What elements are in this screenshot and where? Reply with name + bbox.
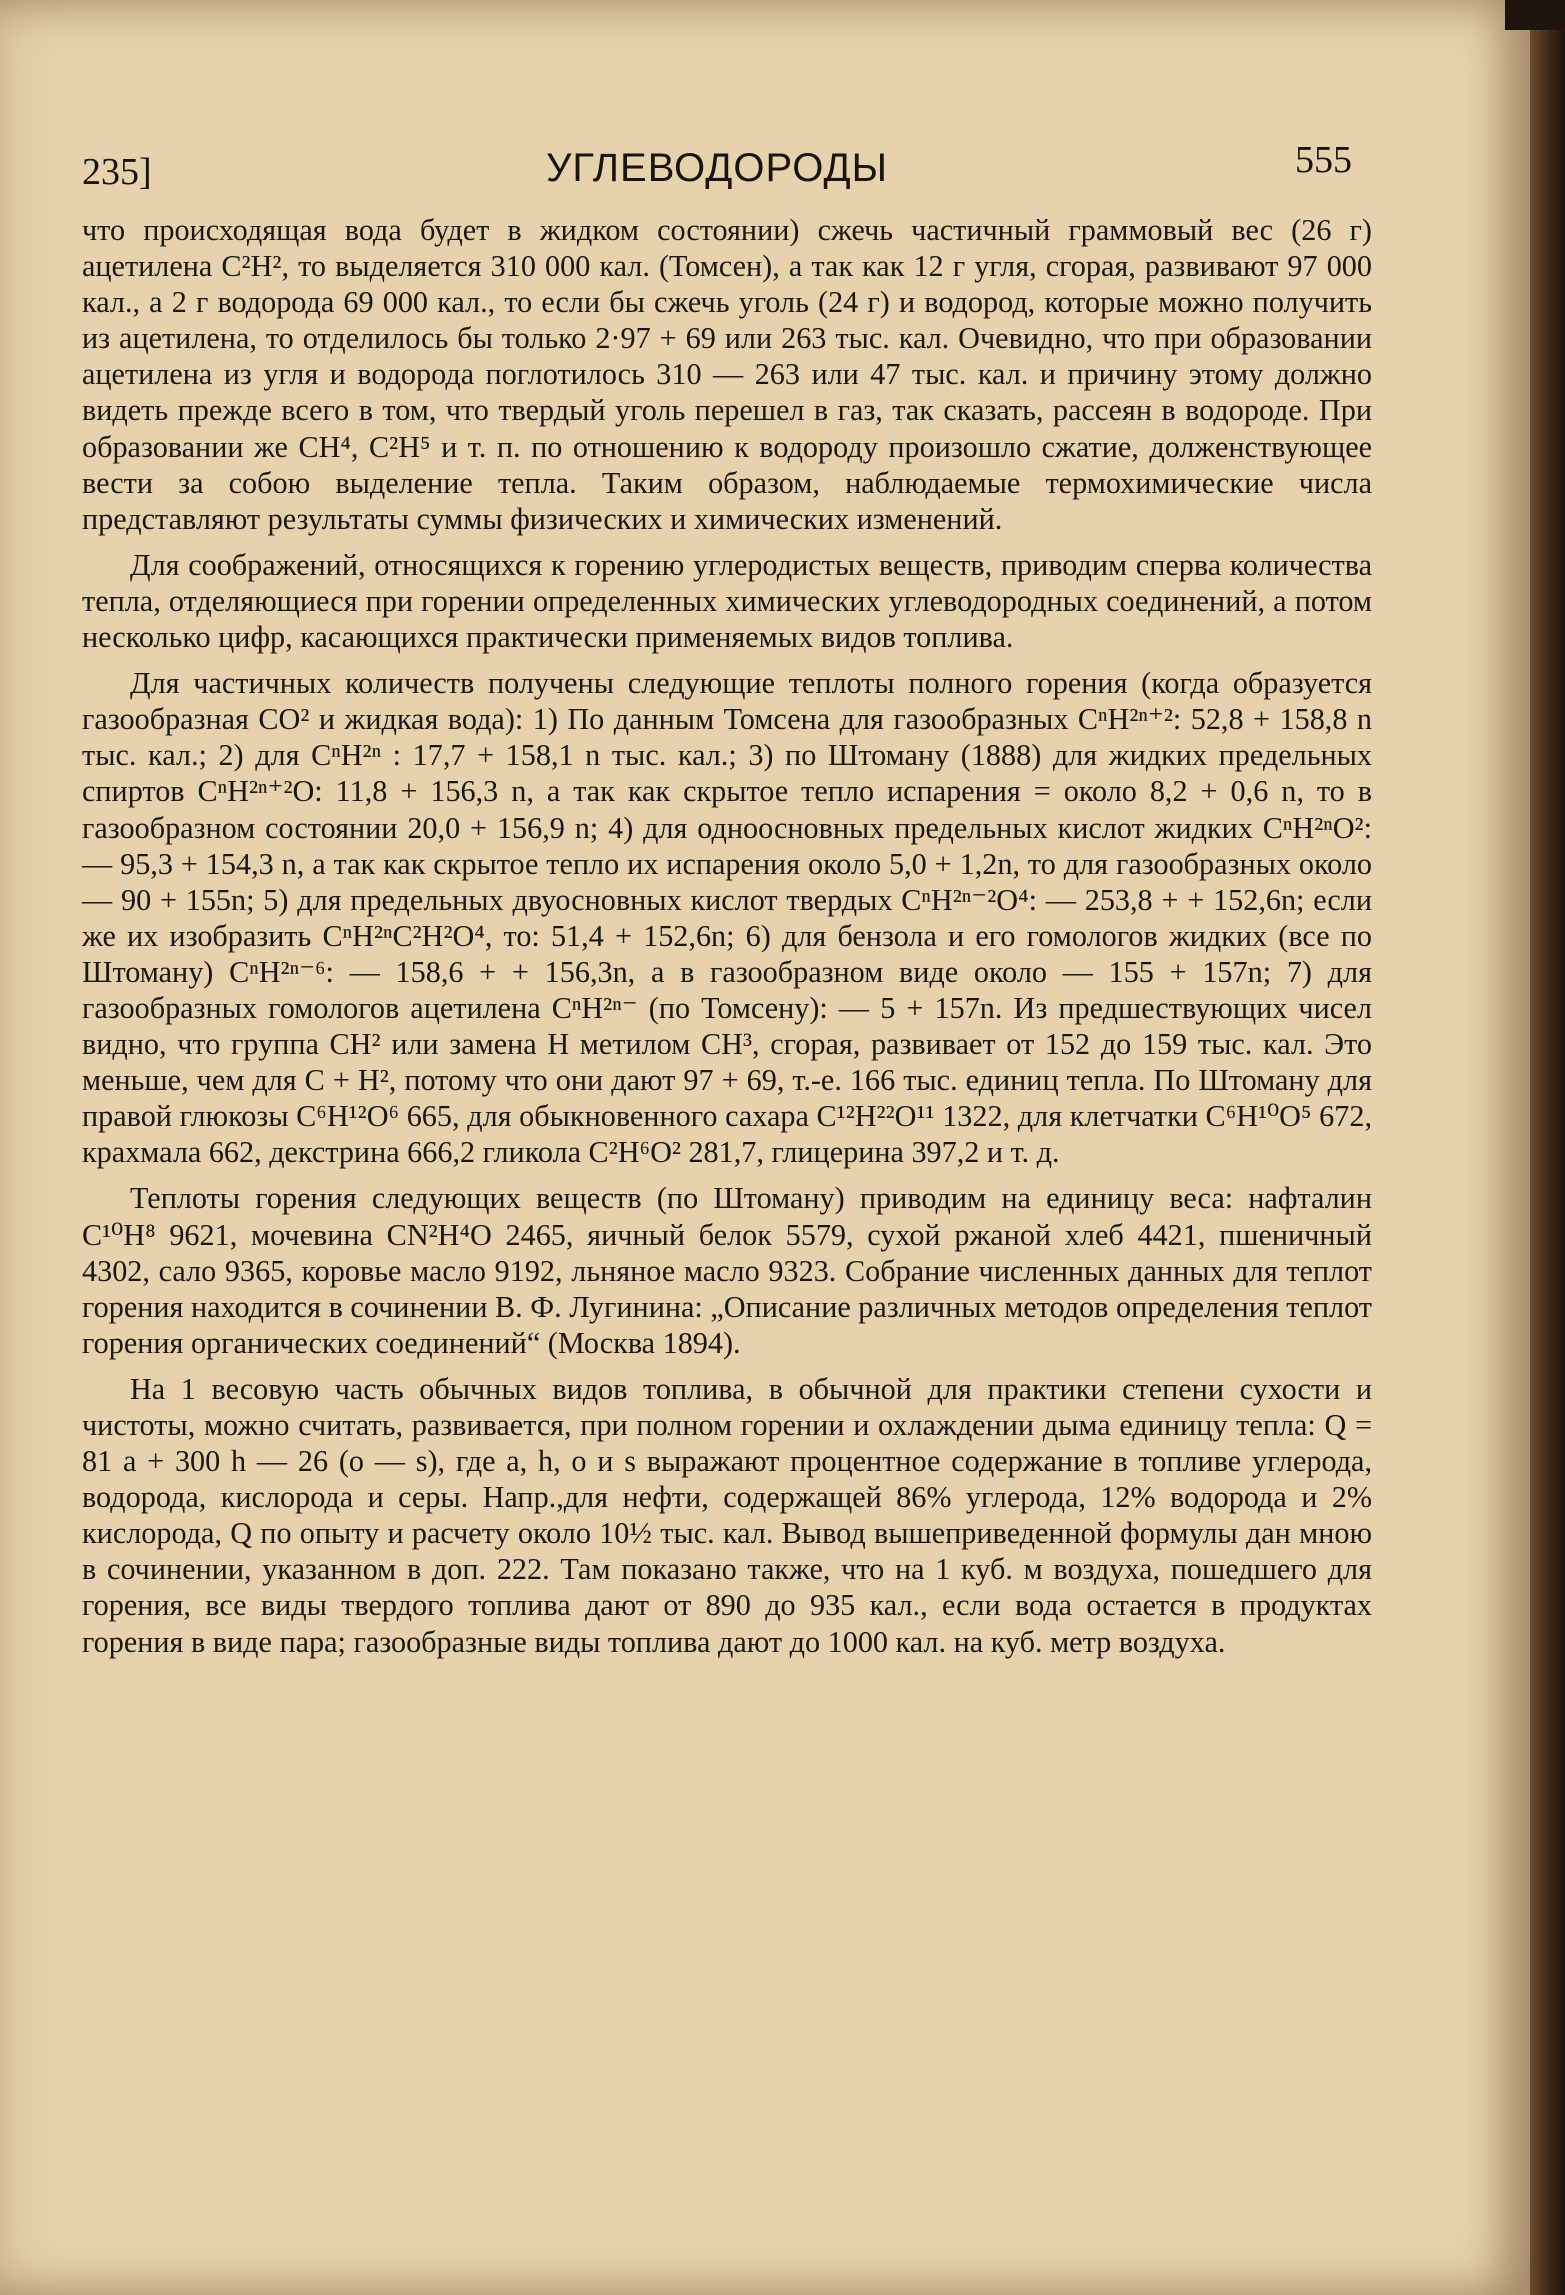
paragraph-substances-per-weight: Теплоты горения следующих веществ (по Штоману) приводим на единицу веса: нафталин C¹⁰H⁸ 9621, мочевина CN²H⁴O 2465, яичный белок 5579, сухой ржаной хлеб 4421, пшеничный 4302, сало 9365, коровье масло 9192, льняное масло 9323. Собрание численных данных для теплот горения находится в сочинении В. Ф. Лугинина: „Описание различных методов определения теплот горения органических соединений“ (Москва 1894). [82, 1181, 1372, 1360]
paragraph-intro-fuel: Для соображений, относящихся к горению углеродистых веществ, приводим сперва количества тепла, отделяющиеся при горении определенных химических углеводородных соединений, а потом несколько цифр, касающихся практически применяемых видов топлива. [82, 547, 1372, 655]
paragraph-continuation: что происходящая вода будет в жидком состоянии) сжечь частичный граммовый вес (26 г) ацетилена C²H², то выделяется 310 000 кал. (Томсен), а так как 12 г угля, сгорая, развивают 97 000 кал., а 2 г водорода 69 000 кал., то если бы сжечь уголь (24 г) и водород, которые можно получить из ацетилена, то отделилось бы только 2·97 + 69 или 263 тыс. кал. Очевидно, что при образовании ацетилена из угля и водорода поглотилось 310 — 263 или 47 тыс. кал. и причину этому должно видеть прежде всего в том, что твердый уголь перешел в газ, так сказать, рассеян в водороде. При образовании же CH⁴, C²H⁵ и т. п. по отношению к водороду произошло сжатие, долженствующее вести за собою выделение тепла. Таким образом, наблюдаемые термохимические числа представляют результаты суммы физических и химических изменений. [82, 213, 1372, 536]
page-number: 555 [1295, 139, 1352, 181]
paragraph-heats-of-combustion: Для частичных количеств получены следующие теплоты полного горения (когда образуется газообразная CO² и жидкая вода): 1) По данным Томсена для газообразных CⁿH²ⁿ⁺²: 52,8 + 158,8 n тыс. кал.; 2) для CⁿH²ⁿ : 17,7 + 158,1 n тыс. кал.; 3) по Штоману (1888) для жидких предельных спиртов CⁿH²ⁿ⁺²O: 11,8 + 156,3 n, а так как скрытое тепло испарения = около 8,2 + 0,6 n, то в газообразном состоянии 20,0 + 156,9 n; 4) для одноосновных предельных кислот жидких CⁿH²ⁿO²: — 95,3 + 154,3 n, а так как скрытое тепло их испарения около 5,0 + 1,2n, то для газообразных около — 90 + 155n; 5) для предельных двуосновных кислот твердых CⁿH²ⁿ⁻²O⁴: — 253,8 + + 152,6n; если же их изобразить CⁿH²ⁿC²H²O⁴, то: 51,4 + 152,6n; 6) для бензола и его гомологов жидких (все по Штоману) CⁿH²ⁿ⁻⁶: — 158,6 + + 156,3n, а в газообразном виде около — 155 + 157n; 7) для газообразных гомологов ацетилена CⁿH²ⁿ⁻ (по Томсену): — 5 + 157n. Из предшествующих чисел видно, что группа CH² или замена H метилом CH³, сгорая, развивает от 152 до 159 тыс. кал. Это меньше, чем для C + H², потому что они дают 97 + 69, т.-е. 166 тыс. единиц тепла. По Штоману для правой глюкозы C⁶H¹²O⁶ 665, для обыкновенного сахара C¹²H²²O¹¹ 1322, для клетчатки C⁶H¹⁰O⁵ 672, крахмала 662, декстрина 666,2 гликола C²H⁶O² 281,7, глицерина 397,2 и т. д. [82, 666, 1372, 1170]
scan-corner [1505, 0, 1565, 30]
body-text [82, 212, 1372, 1660]
section-number: 235] [82, 151, 152, 193]
page-title: УГЛЕВОДОРОДЫ [545, 146, 889, 190]
running-header [82, 138, 1352, 198]
book-spine [1530, 0, 1565, 2295]
paragraph-fuel-formula: На 1 весовую часть обычных видов топлива, в обычной для практики степени сухости и чистоты, можно считать, развивается, при полном горении и охлаждении дыма единицу тепла: Q = 81 a + 300 h — 26 (o — s), где a, h, o и s выражают процентное содержание в топливе углерода, водорода, кислорода и серы. Напр.,для нефти, содержащей 86% углерода, 12% водорода и 2% кислорода, Q по опыту и расчету около 10½ тыс. кал. Вывод вышеприведенной формулы дан мною в сочинении, указанном в доп. 222. Там показано также, что на 1 куб. м воздуха, пошедшего для горения, все виды твердого топлива дают от 890 до 935 кал., если вода остается в продуктах горения в виде пара; газообразные виды топлива дают до 1000 кал. на куб. метр воздуха. [82, 1371, 1372, 1659]
